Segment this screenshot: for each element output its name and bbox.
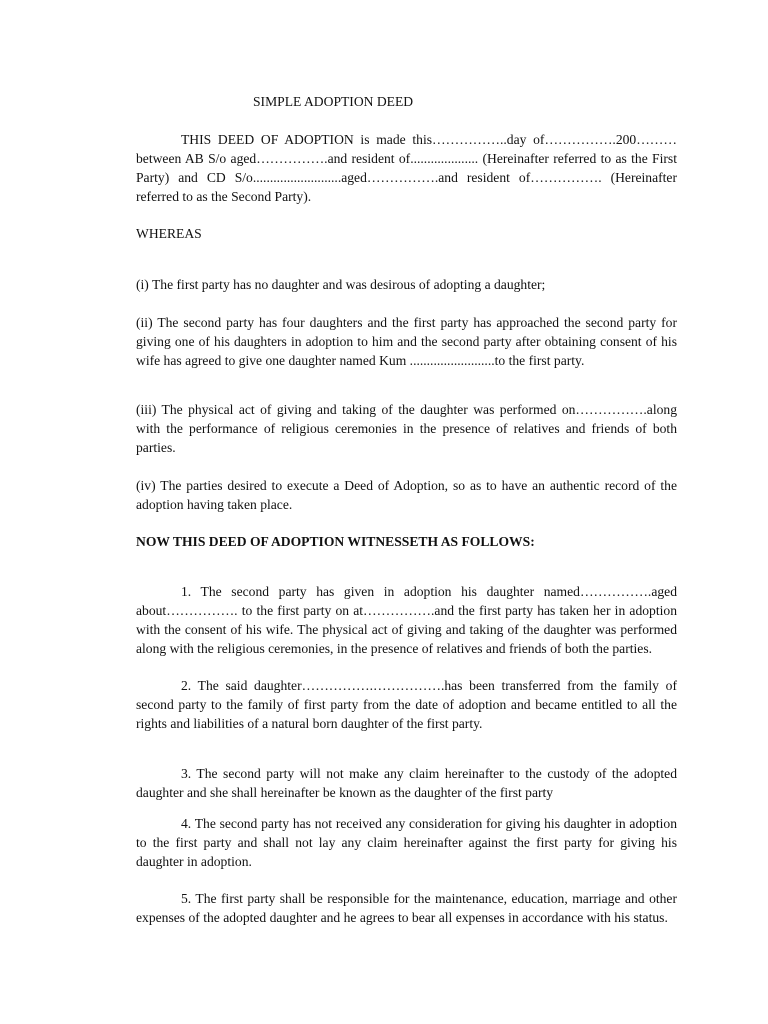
intro-paragraph: THIS DEED OF ADOPTION is made this……………..day of…………….200……… between AB S/o aged…………….and resident of.................... (Hereinafter referred to as the First Party) and CD S/o..........................aged…………….and resident of……………. (Hereinafter referred to as the Second Party). (136, 132, 677, 204)
clause-5: 5. The first party shall be responsible for the maintenance, education, marriage and other expenses of the adopted daughter and he agrees to bear all expenses in accordance with his status. (136, 891, 677, 925)
witnesseth-heading: NOW THIS DEED OF ADOPTION WITNESSETH AS FOLLOWS: (136, 534, 535, 549)
document-title: SIMPLE ADOPTION DEED (253, 94, 414, 109)
clause-1: 1. The second party has given in adoption his daughter named…………….aged about……………. to the first party on at…………….and the first party has taken her in adoption with the consent of his wife. The physical act of giving and taking of the daughter was performed along with the religious ceremonies, in the presence of relatives and friends of both the parties. (136, 584, 677, 656)
clause-2: 2. The said daughter…………….…………….has been transferred from the family of second party to the family of first party from the date of adoption and became entitled to all the rights and liabilities of a natural born daughter of the first party. (136, 678, 677, 731)
recital-2: (ii) The second party has four daughters and the first party has approached the second party for giving one of his daughters in adoption to him and the second party after obtaining consent of his wife has agreed to give one daughter named Kum .........................to the first party. (136, 315, 677, 368)
clause-4: 4. The second party has not received any consideration for giving his daughter in adoption to the first party and shall not lay any claim hereinafter against the first party for giving his daughter in adoption. (136, 816, 677, 869)
recital-1: (i) The first party has no daughter and was desirous of adopting a daughter; (136, 277, 546, 292)
clause-3: 3. The second party will not make any claim hereinafter to the custody of the adopted daughter and she shall hereinafter be known as the daughter of the first party (136, 766, 677, 800)
recital-3: (iii) The physical act of giving and taking of the daughter was performed on…………….along with the performance of religious ceremonies in the presence of relatives and friends of both parties. (136, 402, 677, 455)
recital-4: (iv) The parties desired to execute a Deed of Adoption, so as to have an authentic record of the adoption having taken place. (136, 478, 677, 512)
whereas-heading: WHEREAS (136, 226, 202, 241)
